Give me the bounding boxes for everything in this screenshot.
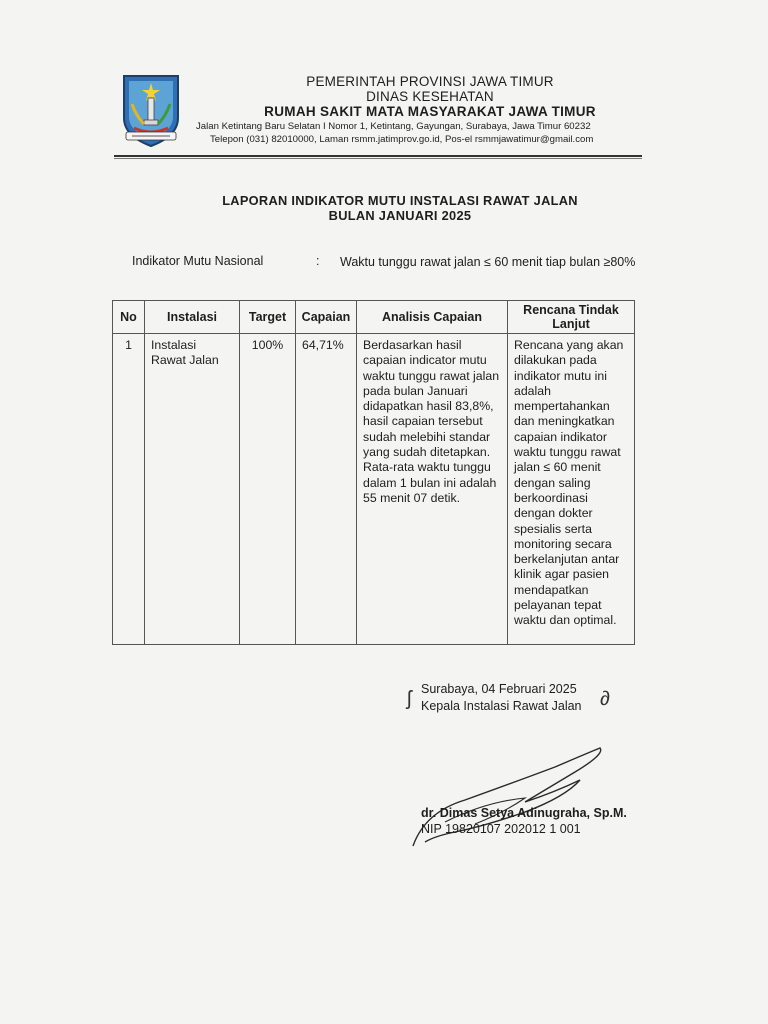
signatory-nip: NIP 19820107 202012 1 001 <box>421 822 581 836</box>
signature-place-date: Surabaya, 04 Februari 2025 <box>421 682 577 696</box>
report-title: LAPORAN INDIKATOR MUTU INSTALASI RAWAT JALAN <box>222 193 578 208</box>
header-rencana: Rencana Tindak Lanjut <box>508 301 635 334</box>
letterhead-department: DINAS KESEHATAN <box>366 89 494 104</box>
letterhead-contact: Telepon (031) 82010000, Laman rsmm.jatimprov.go.id, Pos-el rsmmjawatimur@gmail.com <box>210 134 594 145</box>
paraf-mark-right: ∂ <box>600 688 610 710</box>
coat-of-arms-logo <box>120 70 182 148</box>
header-analisis: Analisis Capaian <box>357 301 508 334</box>
letterhead-government: PEMERINTAH PROVINSI JAWA TIMUR <box>306 74 554 89</box>
header-capaian: Capaian <box>296 301 357 334</box>
cell-no: 1 <box>113 334 145 645</box>
cell-analisis: Berdasarkan hasil capaian indicator mutu waktu tunggu rawat jalan pada bulan Januari didapatkan hasil 83,8%, hasil capaian tersebut sudah melebihi standar yang sudah ditetapkan. Rata-rata waktu tunggu dalam 1 bulan ini adalah 55 menit 07 detik. <box>357 334 508 645</box>
letterhead-divider-thin <box>114 158 642 159</box>
paraf-mark-left: ʃ <box>407 688 412 710</box>
cell-capaian: 64,71% <box>296 334 357 645</box>
letterhead-address: Jalan Ketintang Baru Selatan I Nomor 1, Ketintang, Gayungan, Surabaya, Jawa Timur 60232 <box>196 121 591 132</box>
indicator-value: Waktu tunggu rawat jalan ≤ 60 menit tiap bulan ≥80% <box>340 255 636 269</box>
table-header-row <box>113 301 635 334</box>
table-row <box>113 334 635 645</box>
letterhead-divider <box>114 155 642 157</box>
header-target: Target <box>240 301 296 334</box>
report-period: BULAN JANUARI 2025 <box>328 208 472 223</box>
header-instalasi: Instalasi <box>145 301 240 334</box>
signature-role: Kepala Instalasi Rawat Jalan <box>421 699 582 713</box>
indicator-colon: : <box>316 254 320 268</box>
header-no: No <box>113 301 145 334</box>
indicator-table <box>112 300 635 645</box>
cell-instalasi: Instalasi Rawat Jalan <box>145 334 240 645</box>
signatory-name: dr. Dimas Setya Adinugraha, Sp.M. <box>421 806 627 820</box>
letterhead-institution: RUMAH SAKIT MATA MASYARAKAT JAWA TIMUR <box>264 104 596 119</box>
cell-rencana: Rencana yang akan dilakukan pada indikator mutu ini adalah mempertahankan dan meningkatkan capaian indikator waktu tunggu rawat jalan ≤ 60 menit dengan saling berkoordinasi dengan dokter spesialis serta monitoring secara berkelanjutan antar klinik agar pasien mendapatkan pelayanan tepat waktu dan optimal. <box>508 334 635 645</box>
indicator-label: Indikator Mutu Nasional <box>132 254 264 268</box>
cell-target: 100% <box>240 334 296 645</box>
